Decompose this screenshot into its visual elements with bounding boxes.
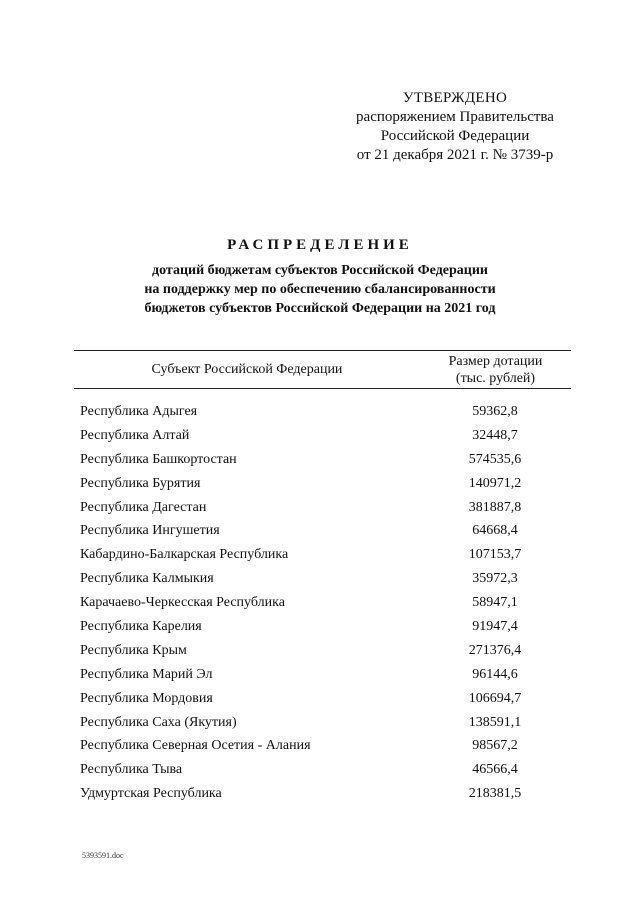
row-subject: Республика Калмыкия	[80, 571, 214, 587]
table-body	[80, 400, 570, 806]
row-amount: 59362,8	[472, 404, 518, 419]
row-subject: Республика Тыва	[80, 762, 183, 778]
row-amount: 140971,2	[468, 475, 522, 491]
table-header	[74, 350, 571, 389]
row-amount: 574535,6	[468, 451, 522, 467]
table-row	[80, 687, 570, 711]
approval-line-2: Российской Федерации	[380, 128, 530, 144]
document-subtitle	[90, 261, 550, 318]
row-amount: 46566,4	[472, 762, 518, 778]
table-row	[80, 639, 570, 663]
table-row	[80, 496, 570, 520]
table-row	[80, 782, 570, 806]
row-subject: Республика Северная Осетия - Алания	[80, 738, 311, 754]
table-row	[80, 663, 570, 687]
row-subject: Республика Марий Эл	[80, 666, 213, 682]
row-subject: Республика Алтай	[80, 427, 190, 443]
table-row	[80, 543, 570, 567]
row-amount: 107153,7	[468, 547, 522, 563]
approval-stamp: УТВЕРЖДЕНО	[402, 90, 508, 106]
document-file-code: 5393591.doc	[82, 851, 124, 860]
row-subject: Республика Крым	[80, 642, 187, 658]
row-amount: 64668,4	[472, 523, 518, 539]
table-row	[80, 758, 570, 782]
row-subject: Республика Башкортостан	[80, 451, 237, 467]
row-subject: Республика Мордовия	[80, 690, 213, 706]
row-amount: 381887,8	[468, 499, 522, 515]
table-row	[80, 711, 570, 735]
header-subject: Субъект Российской Федерации	[151, 361, 343, 377]
table-row	[80, 424, 570, 448]
approval-line-3: от 21 декабря 2021 г. № 3739-р	[356, 147, 554, 163]
table-row	[80, 448, 570, 472]
row-subject: Удмуртская Республика	[80, 786, 222, 802]
table-row	[80, 591, 570, 615]
row-amount: 32448,7	[472, 427, 518, 443]
subtitle-line-1: дотаций бюджетам субъектов Российской Федерации	[152, 263, 488, 278]
approval-line-1: распоряжением Правительства	[356, 109, 554, 125]
table-row	[80, 615, 570, 639]
row-subject: Республика Адыгея	[80, 404, 198, 419]
row-subject: Республика Бурятия	[80, 475, 201, 491]
subtitle-line-3: бюджетов субъектов Российской Федерации на 2021 год	[144, 301, 496, 316]
row-amount: 138591,1	[468, 714, 522, 730]
header-amount	[420, 351, 571, 388]
header-amount-line-1: Размер дотации	[448, 353, 543, 369]
row-subject: Республика Саха (Якутия)	[80, 714, 237, 730]
row-amount: 271376,4	[468, 642, 522, 658]
table-row	[80, 472, 570, 496]
row-subject: Карачаево-Черкесская Республика	[80, 595, 285, 611]
table-row	[80, 567, 570, 591]
row-amount: 35972,3	[472, 571, 518, 587]
header-amount-line-2: (тыс. рублей)	[455, 370, 536, 386]
row-amount: 106694,7	[468, 690, 522, 706]
row-subject: Республика Карелия	[80, 619, 202, 635]
row-amount: 218381,5	[468, 786, 522, 802]
row-amount: 58947,1	[472, 595, 518, 611]
table-row	[80, 519, 570, 543]
table-row	[80, 734, 570, 758]
row-amount: 98567,2	[472, 738, 518, 754]
table-row	[80, 400, 570, 424]
row-amount: 96144,6	[472, 666, 518, 682]
row-amount: 91947,4	[472, 619, 518, 635]
row-subject: Кабардино-Балкарская Республика	[80, 547, 289, 563]
approval-block	[330, 89, 580, 165]
document-title: РАСПРЕДЕЛЕНИЕ	[227, 237, 413, 253]
row-subject: Республика Дагестан	[80, 499, 207, 515]
subtitle-line-2: на поддержку мер по обеспечению сбалансированности	[144, 282, 496, 297]
row-subject: Республика Ингушетия	[80, 523, 220, 539]
